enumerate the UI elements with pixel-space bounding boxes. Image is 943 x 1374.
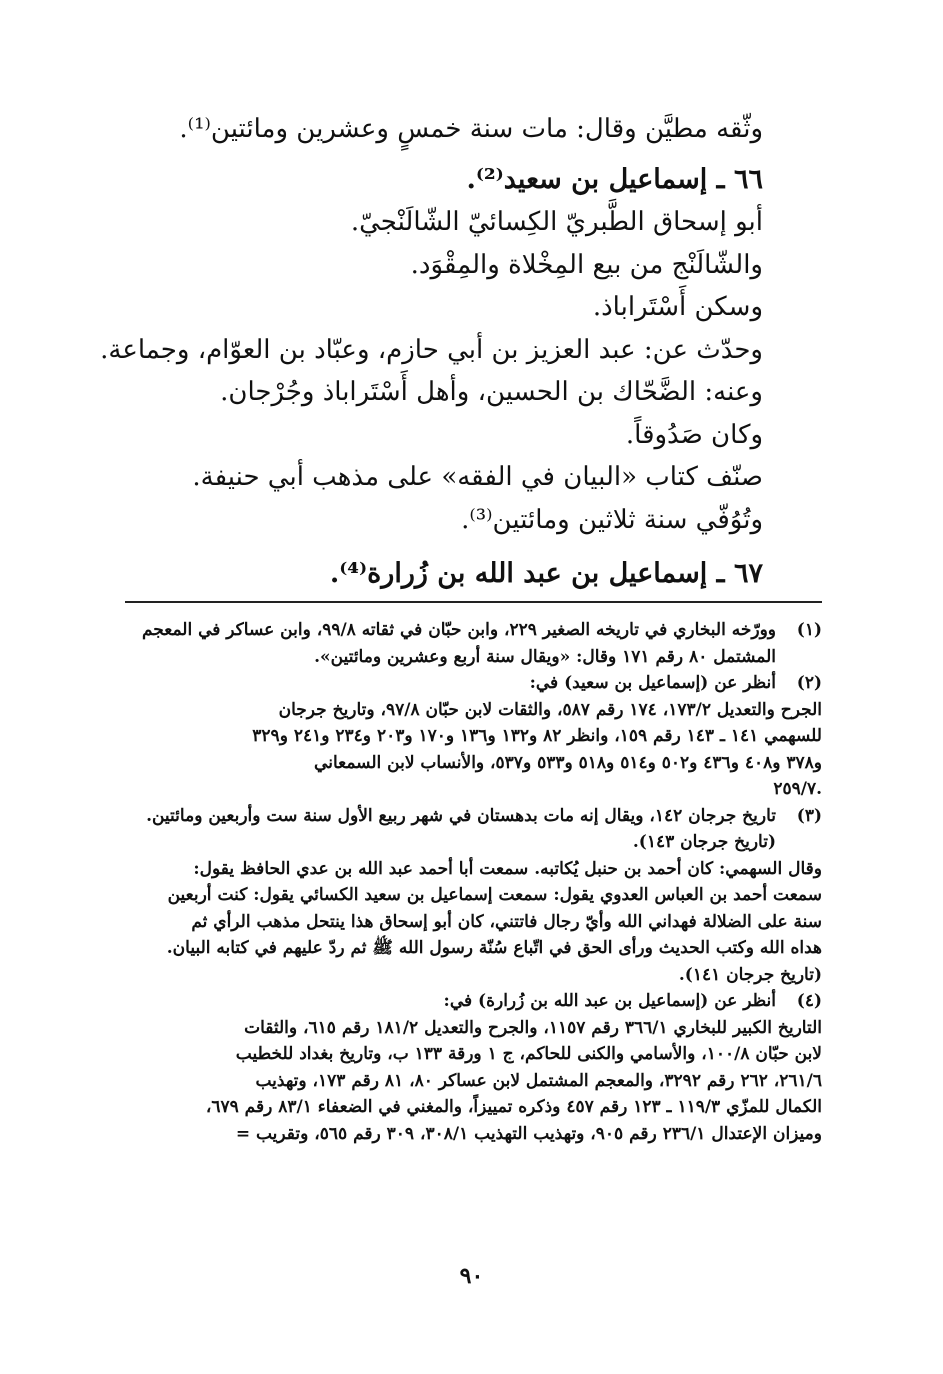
footnote-line: .٢٥٩/٧ [773,779,822,799]
footnote [125,988,822,1015]
footnote-line: هداه الله وكتب الحديث ورأى الحق في اتّباع سُنّة رسول الله ﷺ ثم ردّ عليهم في كتابه البيان. [166,938,822,958]
footnote-line: الجرح والتعديل ١٧٣/٢، ١٧٤ رقم ٥٨٧، والثقات لابن حبّان ٩٧/٨، وتاريخ جرجان [278,699,822,720]
page-number: ٩٠ [459,1263,484,1289]
text-line: أبو إسحاق الطَّبريّ الكِسائيّ الشّالَنْجيّ. [350,207,763,237]
footnotes [125,617,822,1147]
footnote-line: و٣٧٨ و٤٠٨ و٤٣٦ و٥٠٢ و٥١٤ و٥١٨ و٥٣٣ و٥٣٧، والأنساب لابن السمعاني [314,752,822,773]
footnote-line: تاريخ جرجان ١٤٢، ويقال إنه مات بدهستان في شهر ربيع الأول سنة ست وأربعين ومائتين. [146,805,776,826]
footnote-number: (٤) [796,991,822,1011]
footnote-line: أنظر عن (إسماعيل بن سعيد) في: [529,673,776,693]
entry-heading: ٦٧ ـ إسماعيل بن عبد الله بن زُرارة⁽⁴⁾. [329,558,763,589]
text-line: وسكن أَسْتَراباذ. [592,292,763,322]
footnote-line: سمعت أحمد بن العباس العدوي يقول: سمعت إسماعيل بن سعيد الكسائي يقول: كنت أربعين [167,885,822,905]
footnote-line: للسهمي ١٤١ ـ ١٤٣ رقم ١٥٩، وانظر ٨٢ و١٣٢ و١٣٦ و١٧٠ و٢٠٣ و٢٣٤ و٢٤١ و٣٢٩ [252,726,822,746]
footnote-continuation [125,856,822,989]
text-line: وكان صَدُوقاً. [625,419,763,450]
footnote-continuation [125,1015,822,1148]
footnote [125,617,822,670]
footnote-line: وقال السهمي: كان أحمد بن حنبل يُكاتبه. سمعت أبا أحمد عبد الله بن عدي الحافظ يقول: [193,858,822,879]
text-line: وتُوُفّي سنة ثلاثين ومائتين⁽³⁾. [461,504,763,535]
text-line: صنّف كتاب «البيان في الفقه» على مذهب أبي حنيفة. [192,462,763,492]
footnote-line: (تاريخ جرجان ١٤١). [678,964,822,985]
footnote-line: (تاريخ جرجان ١٤٣). [632,832,776,852]
footnote-number: (٢) [796,673,822,693]
footnote-line: الكمال للمزّي ١١٩/٣ ـ ١٢٣ رقم ٤٥٧ وذكره تمييزاً، والمغني في الضعفاء ٨٣/١ رقم ٦٧٩، [205,1097,822,1117]
footnote-line: سنة على الضلالة فهداني الله وأيّ رجال فاتتني، كان أبو إسحاق هذا ينتحل مذهب الرأي ثم [191,911,822,932]
text-line: وعنه: الضَّحّاك بن الحسين، وأهل أَسْتَراباذ وجُرْجان. [220,377,763,407]
text-line: وثّقه مطيَّن وقال: مات سنة خمسٍ وعشرين ومائتين⁽¹⁾. [179,114,763,144]
footnote-line: لابن حبّان ١٠٠/٨، والأسامي والكنى للحاكم، ج ١ ورقة ١٣٣ ب، وتاريخ بغداد للخطيب [235,1044,822,1064]
footnote-number: (٣) [796,805,822,826]
entry-heading: ٦٦ ـ إسماعيل بن سعيد⁽²⁾. [466,163,763,195]
footnote-line: وورّخه البخاري في تاريخه الصغير ٢٢٩، وابن حبّان في ثقاته ٩٩/٨، وابن عساكر في المعجم [141,620,776,640]
footnote-line: أنظر عن (إسماعيل بن عبد الله بن زُرارة) في: [443,991,776,1011]
footnote-divider [125,601,822,603]
footnote-line: وميزان الإعتدال ٢٣٦/١ رقم ٩٠٥، وتهذيب التهذيب ٣٠٨/١، ٣٠٩ رقم ٥٦٥، وتقريب = [235,1123,822,1144]
footnote [125,670,822,697]
footnote-line: المشتمل ٨٠ رقم ١٧١ وقال: «ويقال سنة أربع وعشرين ومائتين». [314,646,776,667]
footnote-line: ٢٦١/٦، ٢٦٢ رقم ٣٢٩٢، والمعجم المشتمل لابن عساكر ٨٠، ٨١ رقم ١٧٣، وتهذيب [255,1070,822,1091]
text-line: والشّالَنْج من بيع المِخْلاة والمِقْوَد. [410,249,763,280]
footnote-number: (١) [796,620,822,640]
footnote [125,803,822,856]
footnote-continuation [125,697,822,803]
main-text [83,108,763,596]
text-line: وحدّث عن: عبد العزيز بن أبي حازم، وعبّاد بن العوّام، وجماعة. [100,334,763,365]
footnote-line: التاريخ الكبير للبخاري ٣٦٦/١ رقم ١١٥٧، والجرح والتعديل ١٨١/٢ رقم ٦١٥، والثقات [244,1017,822,1038]
